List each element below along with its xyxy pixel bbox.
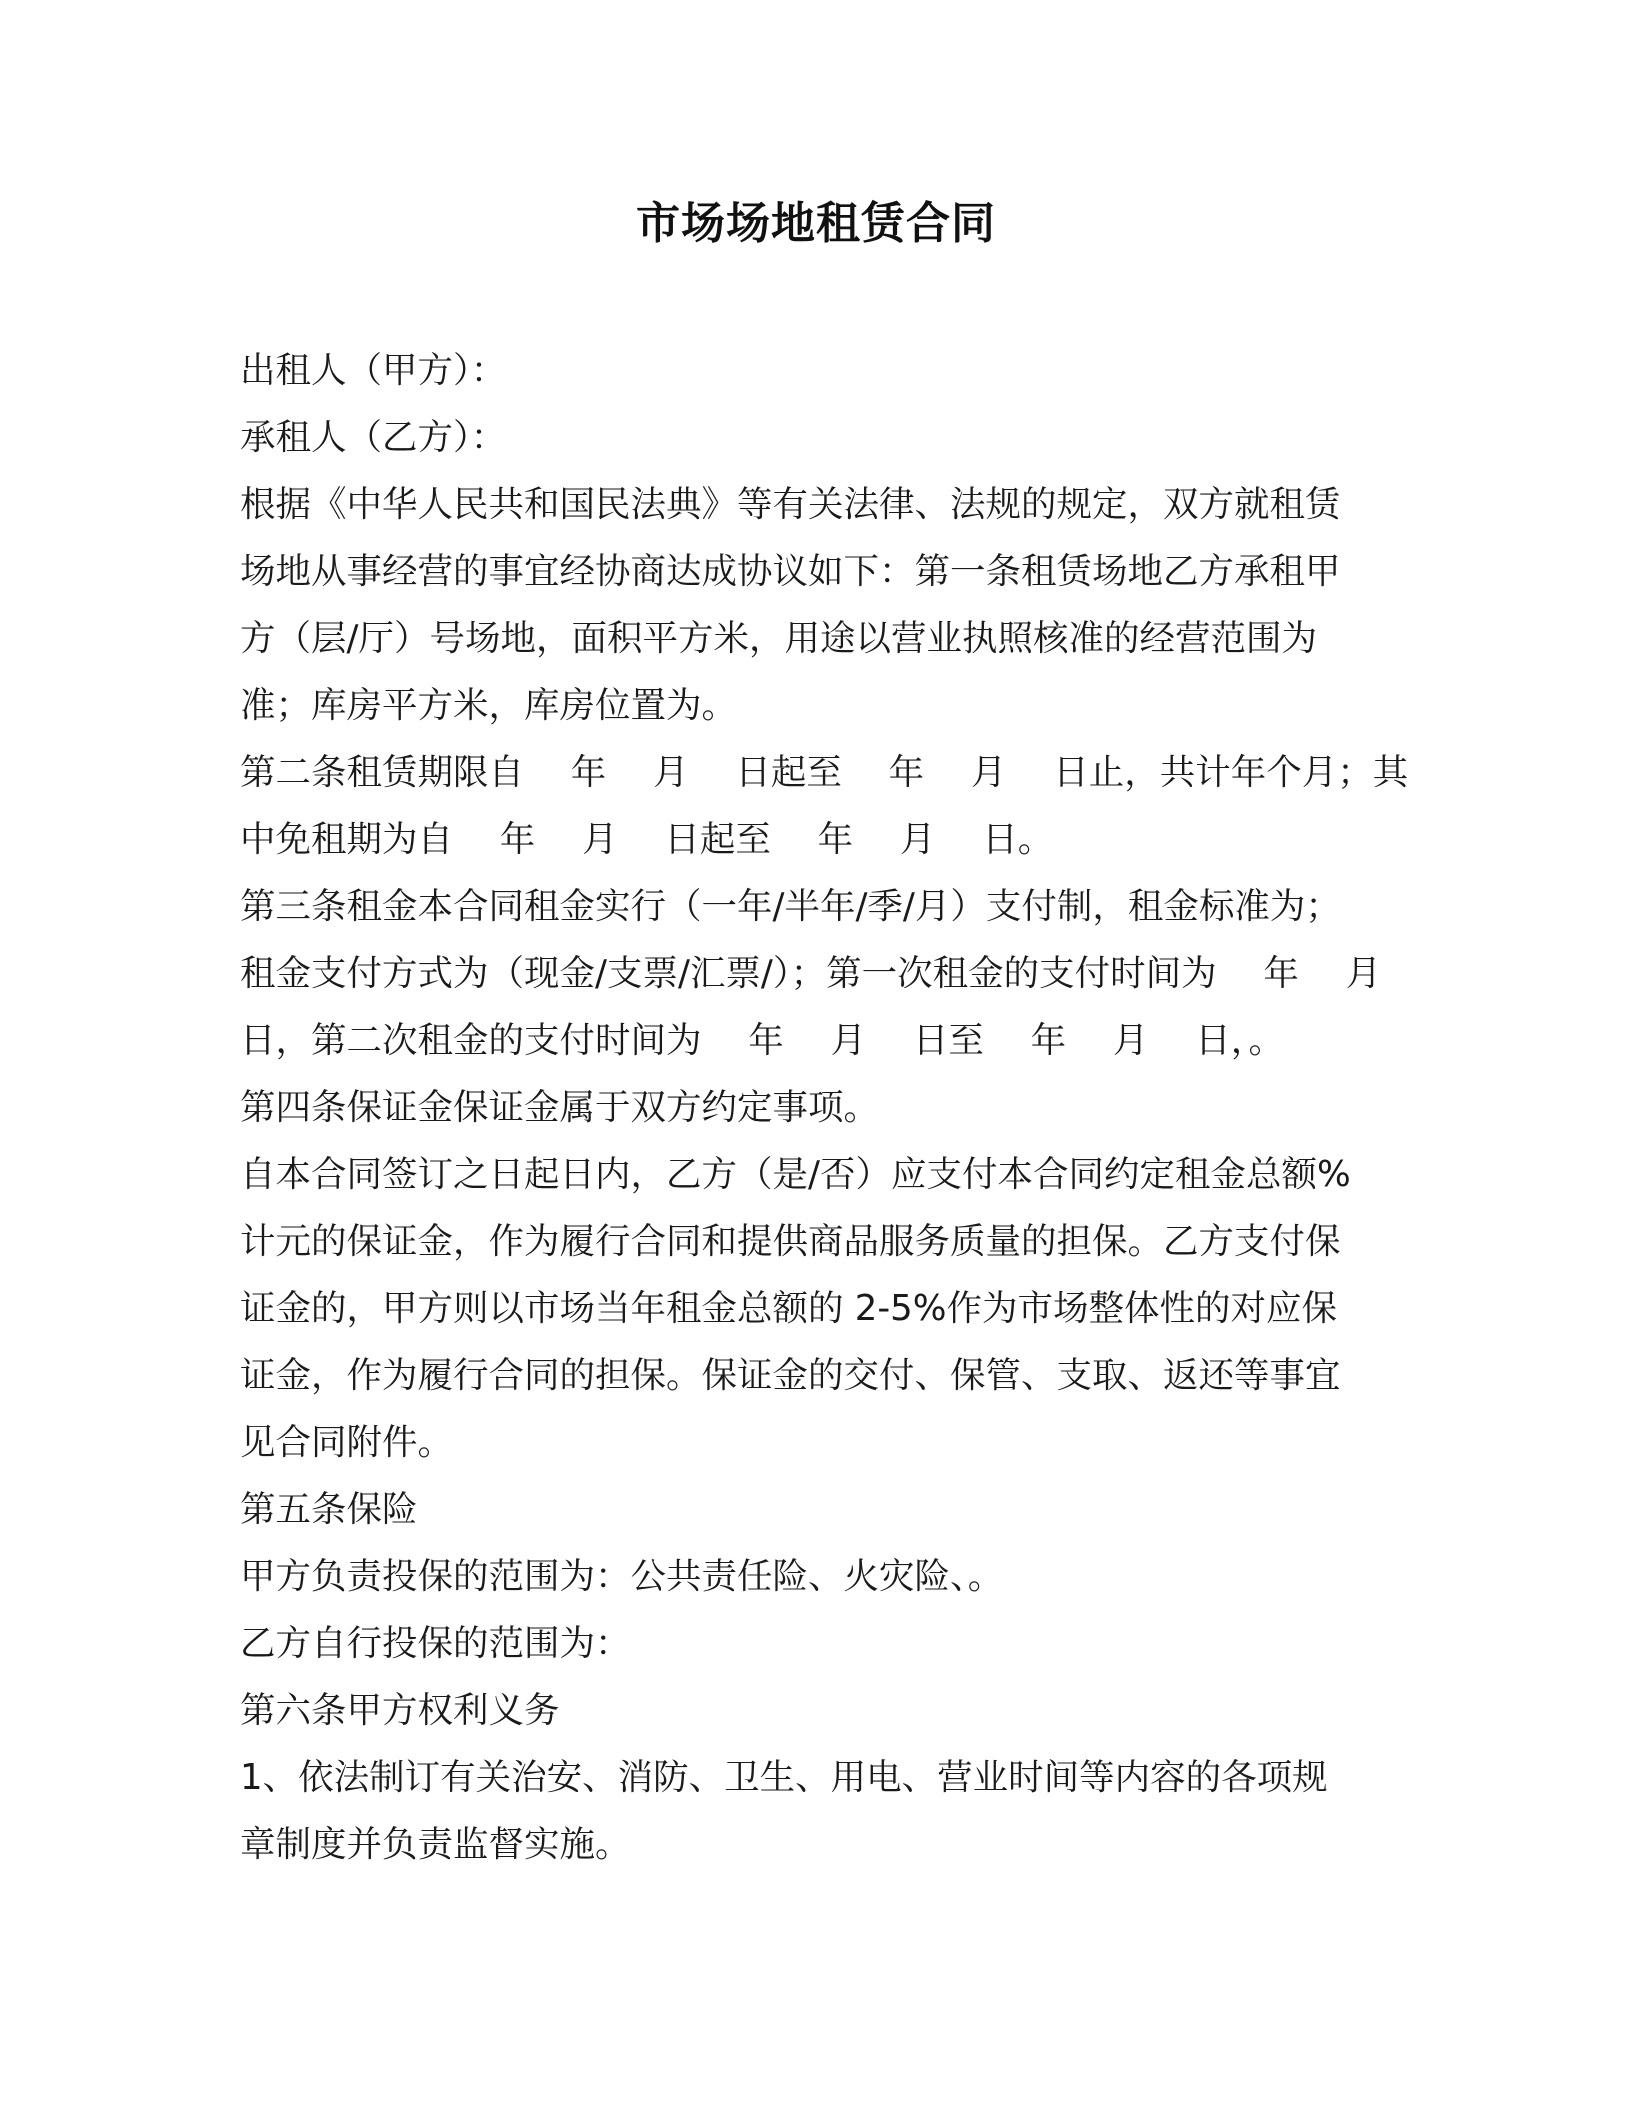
article-6-line: 第六条甲方权利义务	[240, 1690, 560, 1731]
paragraph-line: 方（层/厅）号场地，面积平方米，用途以营业执照核准的经营范围为	[240, 618, 1317, 659]
article-2-line: 第二条租赁期限自 年 月 日起至 年 月 日止，共计年个月；其	[240, 752, 1409, 793]
paragraph-line: 1、依法制订有关治安、消防、卫生、用电、营业时间等内容的各项规	[240, 1757, 1328, 1798]
paragraph-line: 日，第二次租金的支付时间为 年 月 日至 年 月 日，。	[240, 1020, 1284, 1061]
paragraph-line: 证金，作为履行合同的担保。保证金的交付、保管、支取、返还等事宜	[240, 1355, 1341, 1396]
paragraph-line: 甲方负责投保的范围为：公共责任险、火灾险、。	[240, 1556, 1004, 1597]
paragraph-line: 乙方自行投保的范围为：	[240, 1623, 631, 1664]
paragraph-line: 场地从事经营的事宜经协商达成协议如下：第一条租赁场地乙方承租甲	[240, 551, 1341, 592]
paragraph-line: 证金的，甲方则以市场当年租金总额的 2-5%作为市场整体性的对应保	[240, 1288, 1337, 1329]
paragraph-line: 见合同附件。	[240, 1422, 454, 1463]
paragraph-line: 自本合同签订之日起日内，乙方（是/否）应支付本合同约定租金总额%	[240, 1154, 1351, 1195]
paragraph-line: 中免租期为自 年 月 日起至 年 月 日。	[240, 819, 1054, 860]
party-a-line: 出租人（甲方）：	[240, 350, 507, 391]
paragraph-line: 准；库房平方米，库房位置为。	[240, 685, 738, 726]
document-title: 市场场地租赁合同	[636, 198, 996, 249]
paragraph-line: 根据《中华人民共和国民法典》等有关法律、法规的规定，双方就租赁	[240, 484, 1341, 525]
party-b-line: 承租人（乙方）：	[240, 417, 507, 458]
article-4-line: 第四条保证金保证金属于双方约定事项。	[240, 1087, 880, 1128]
article-3-line: 第三条租金本合同租金实行（一年/半年/季/月）支付制，租金标准为；	[240, 886, 1341, 927]
paragraph-line: 租金支付方式为（现金/支票/汇票/）；第一次租金的支付时间为 年 月	[240, 953, 1382, 994]
article-5-line: 第五条保险	[240, 1489, 418, 1530]
paragraph-line: 章制度并负责监督实施。	[240, 1824, 631, 1865]
document-body	[240, 337, 1410, 1878]
paragraph-line: 计元的保证金，作为履行合同和提供商品服务质量的担保。乙方支付保	[240, 1221, 1341, 1262]
